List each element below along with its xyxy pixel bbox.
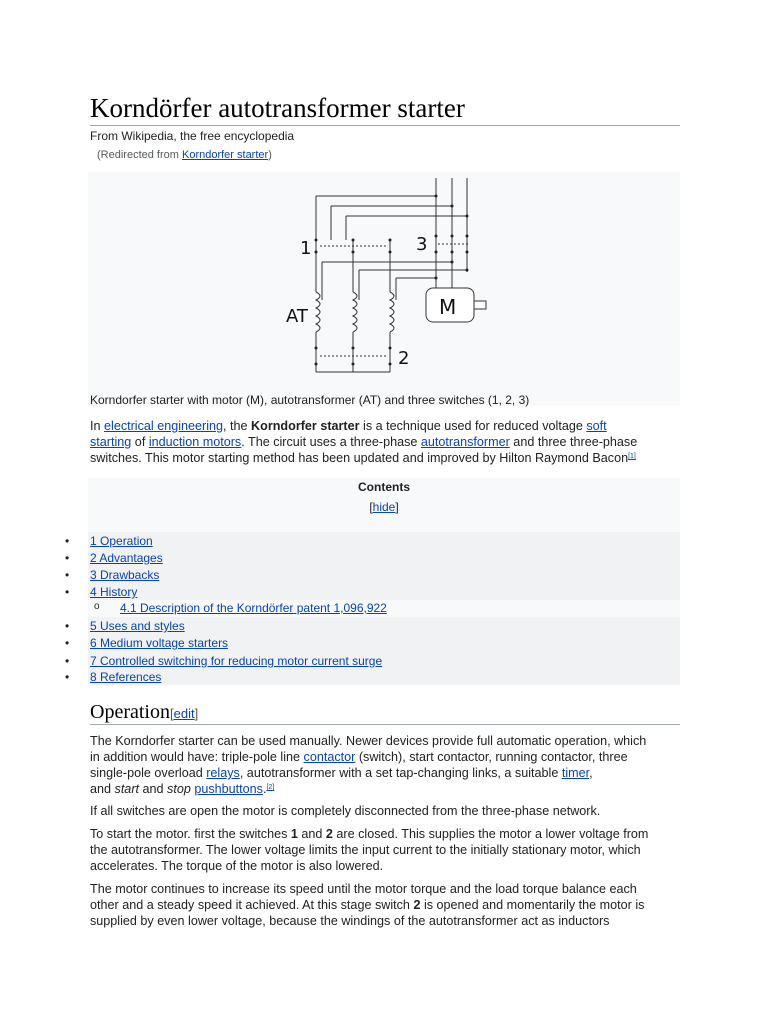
text-line: If all switches are open the motor is completely disconnected from the three-phase network. (90, 804, 601, 818)
bullet: • (65, 636, 70, 650)
heading-text: Operation (90, 701, 170, 723)
term-italic: stop (167, 782, 191, 796)
reference-1[interactable]: [1] (628, 453, 636, 460)
title-divider (90, 125, 680, 126)
bracket: [ (169, 706, 174, 721)
toc-item-patent[interactable] (94, 600, 387, 616)
text-run: is a technique used for reduced voltage (359, 419, 587, 433)
toc-item-medium-voltage[interactable] (65, 635, 229, 651)
toc-item-drawbacks[interactable] (65, 567, 160, 583)
text-run: and (297, 827, 326, 841)
toc-link[interactable]: 5 Uses and styles (90, 619, 185, 633)
toc-link[interactable]: 4 History (90, 585, 138, 599)
page-title: Korndörfer autotransformer starter (90, 93, 465, 123)
toc-item-advantages[interactable] (65, 550, 163, 566)
toc-band (88, 532, 680, 600)
term-bold: 2 (325, 827, 333, 841)
link-electrical-engineering[interactable]: electrical engineering (104, 419, 224, 433)
link-soft-starting[interactable]: soft (586, 419, 607, 433)
bullet: • (65, 585, 70, 599)
text-line: supplied by even lower voltage, because the windings of the autotransformer act as inductors (90, 914, 610, 928)
bracket: [ (369, 500, 373, 514)
bullet: • (65, 619, 70, 633)
text-line: accelerates. The torque of the motor is also lowered. (90, 859, 384, 873)
intro-paragraph (90, 418, 686, 466)
text-run: of (131, 435, 149, 449)
term-italic: start (114, 782, 140, 796)
term-bold: 1 (290, 827, 298, 841)
redirect-suffix: ) (268, 149, 272, 161)
bullet: • (65, 670, 70, 684)
text-run: and (90, 782, 115, 796)
text-run: , the (223, 419, 252, 433)
toc-hide-toggle (0, 499, 768, 515)
text-run: are closed. This supplies the motor a lower voltage from (332, 827, 649, 841)
toc-item-history[interactable] (65, 584, 138, 600)
toc-item-operation[interactable] (65, 533, 153, 549)
bracket: ] (194, 706, 199, 721)
bullet: • (65, 551, 70, 565)
toc-link[interactable]: 2 Advantages (90, 551, 163, 565)
link-autotransformer[interactable]: autotransformer (420, 435, 510, 449)
circuit-diagram[interactable] (270, 172, 500, 386)
bracket: ] (395, 500, 399, 514)
redirect-link[interactable]: Korndorfer starter (181, 149, 269, 161)
heading-divider (90, 724, 680, 725)
link-pushbuttons[interactable]: pushbuttons (194, 782, 263, 796)
redirect-notice (97, 148, 272, 163)
toc-title: Contents (358, 480, 410, 494)
text-run: is opened and momentarily the motor is (420, 898, 645, 912)
switch-3-label: 3 (416, 234, 428, 255)
text-run: (switch), start contactor, running contactor, three (355, 750, 628, 764)
toc-link[interactable]: 6 Medium voltage starters (90, 636, 229, 650)
figure-caption: Korndorfer starter with motor (M), autotransformer (AT) and three switches (1, 2, 3) (90, 393, 530, 407)
toc-item-references[interactable] (65, 669, 162, 685)
bullet: • (65, 534, 70, 548)
edit-section (170, 706, 198, 721)
text-run: and (139, 782, 168, 796)
text-run: and three three-phase (509, 435, 638, 449)
autotransformer-label: AT (286, 306, 308, 327)
operation-paragraph-1 (90, 733, 686, 797)
link-relays[interactable]: relays (206, 766, 240, 780)
toc-hide-link[interactable]: hide (372, 500, 396, 514)
toc-link[interactable]: 8 References (90, 670, 162, 684)
toc-item-controlled-switching[interactable] (65, 653, 383, 669)
toc-link[interactable]: 7 Controlled switching for reducing motor current surge (90, 654, 383, 668)
bullet: • (65, 568, 70, 582)
link-soft-starting-cont[interactable]: starting (90, 435, 132, 449)
text-line: the autotransformer. The lower voltage limits the input current to the initially stationary motor, which (90, 843, 641, 857)
bullet: • (65, 654, 70, 668)
toc-item-uses[interactable] (65, 618, 185, 634)
switch-2-label: 2 (398, 348, 410, 369)
text-run: In (90, 419, 105, 433)
link-contactor[interactable]: contactor (303, 750, 356, 764)
text-run: . The circuit uses a three-phase (241, 435, 421, 449)
toc-link[interactable]: 4.1 Description of the Korndörfer patent 1,096,922 (120, 601, 387, 615)
sub-bullet: o (94, 601, 100, 612)
operation-paragraph-4 (90, 881, 686, 929)
toc-link[interactable]: 1 Operation (90, 534, 153, 548)
site-tagline: From Wikipedia, the free encyclopedia (90, 129, 295, 143)
term-bold: Korndorfer starter (251, 419, 360, 433)
operation-paragraph-3 (90, 826, 686, 874)
text-run: in addition would have: triple-pole line (90, 750, 304, 764)
toc-link[interactable]: 3 Drawbacks (90, 568, 160, 582)
text-run: To start the motor. first the switches (90, 827, 291, 841)
edit-link[interactable]: edit (173, 706, 195, 721)
redirect-prefix: (Redirected from (97, 149, 182, 161)
link-timer[interactable]: timer (561, 766, 590, 780)
text-run: , autotransformer with a set tap-changing links, a suitable (239, 766, 562, 780)
switch-1-label: 1 (300, 238, 312, 259)
term-bold: 2 (413, 898, 421, 912)
text-run: . (262, 782, 267, 796)
link-induction-motors[interactable]: induction motors (148, 435, 242, 449)
text-line: The motor continues to increase its speed until the motor torque and the load torque balance each (90, 882, 637, 896)
text-run: other and a steady speed it achieved. At this stage switch (90, 898, 414, 912)
text-line: The Korndorfer starter can be used manually. Newer devices provide full automatic operation, which (90, 734, 647, 748)
text-run: switches. This motor starting method has been updated and improved by Hilton Raymond Bacon (90, 451, 629, 465)
section-heading-operation (90, 699, 198, 727)
reference-2[interactable]: [2] (266, 784, 275, 791)
text-run: single-pole overload (90, 766, 207, 780)
motor-label: M (439, 295, 457, 319)
operation-paragraph-2 (90, 803, 686, 819)
text-run: , (589, 766, 593, 780)
